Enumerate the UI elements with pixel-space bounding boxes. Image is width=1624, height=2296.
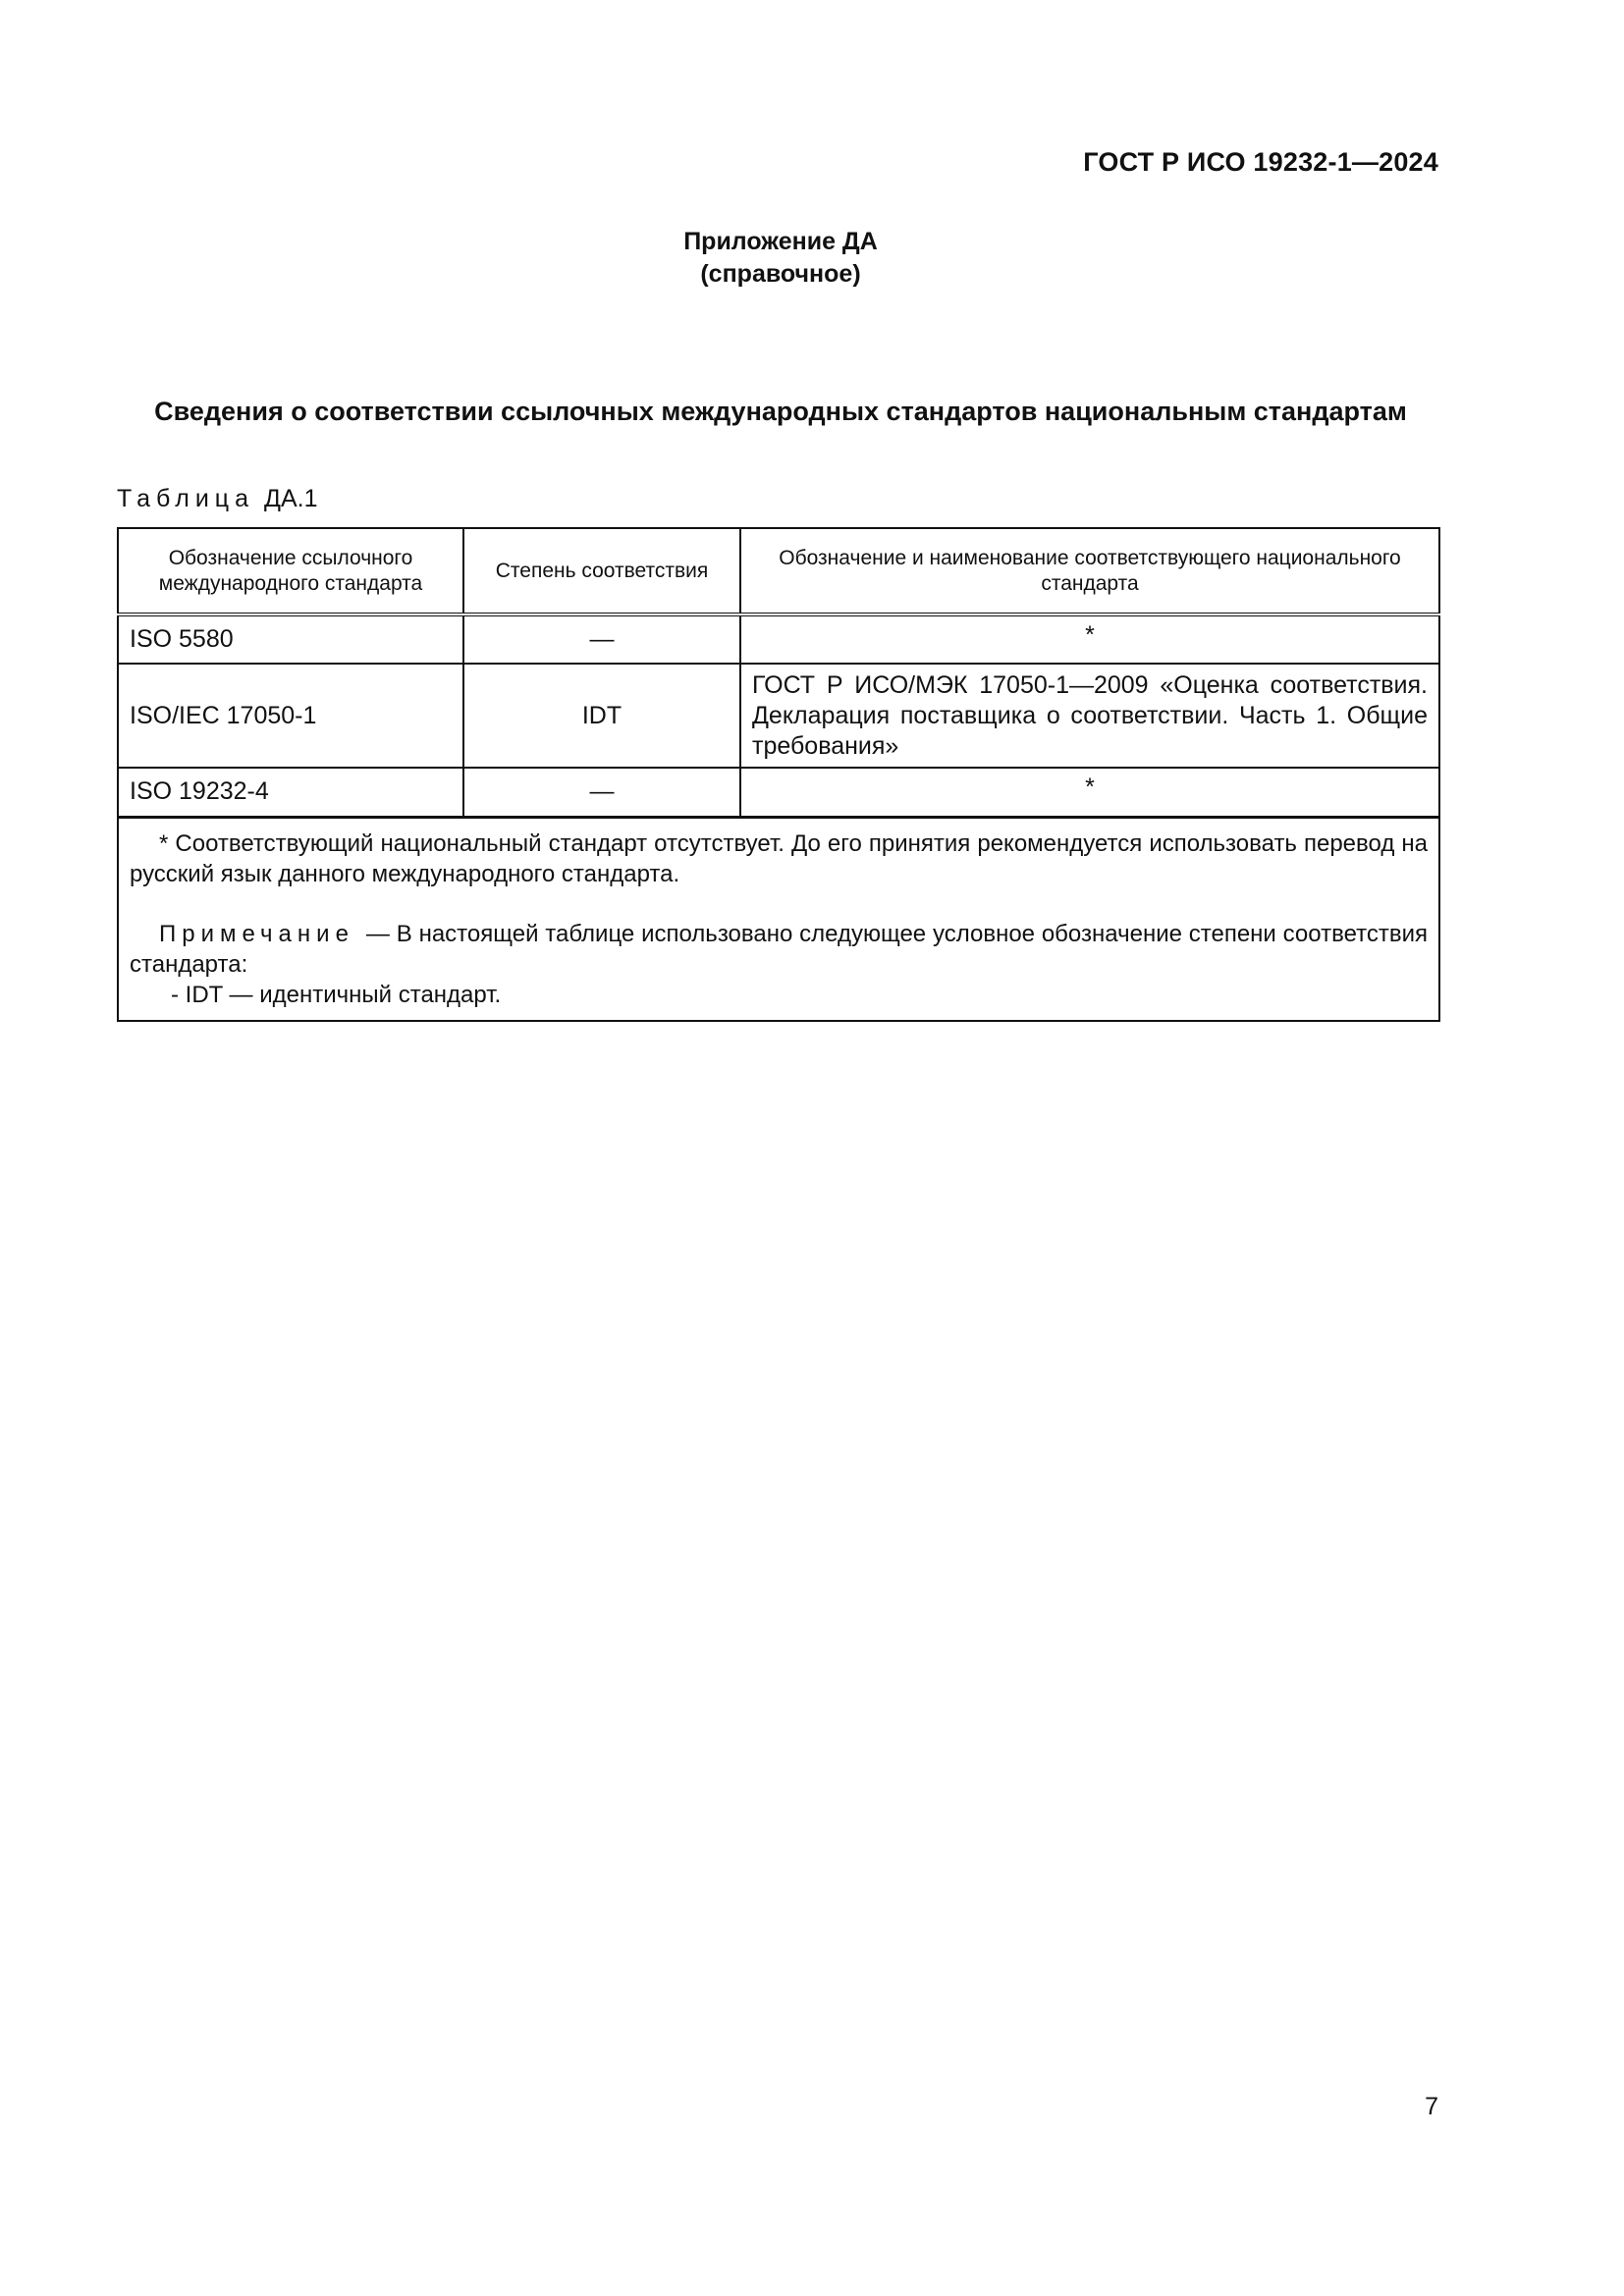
table-caption [117,485,318,513]
cell-national-standard: ГОСТ Р ИСО/МЭК 17050-1—2009 «Оценка соответствия. Декларация поставщика о соответствии. Часть 1. Общие требования» [740,664,1439,768]
column-header-degree: Степень соответствия [463,528,740,614]
table-row [118,664,1439,768]
column-header-intl-standard: Обозначение ссылочного международного стандарта [118,528,463,614]
cell-intl-standard: ISO 19232-4 [118,768,463,817]
cell-intl-standard: ISO/IEC 17050-1 [118,664,463,768]
cell-national-standard: * [740,768,1439,817]
table-header-row [118,528,1439,614]
cell-degree: IDT [463,664,740,768]
appendix-subtitle: (справочное) [700,260,861,288]
cell-degree: — [463,614,740,664]
table-caption-word: Таблица [117,485,255,512]
document-code: ГОСТ Р ИСО 19232-1—2024 [1083,147,1438,177]
note-item: - IDT — идентичный стандарт. [171,981,502,1008]
correspondence-table [117,527,1440,1022]
column-header-national-standard: Обозначение и наименование соответствующего национального стандарта [740,528,1439,614]
table-footnote [118,817,1439,1021]
note-text: — В настоящей таблице использовано следующее условное обозначение степени соответствия стандарта: [130,920,1428,978]
note-paragraph [130,919,1428,980]
page-number: 7 [1425,2093,1438,2120]
note-label: Примечание [159,920,354,947]
table-row [118,768,1439,817]
table-caption-number: ДА.1 [264,485,318,512]
cell-national-standard: * [740,614,1439,664]
appendix-title: Приложение ДА [683,228,878,255]
section-title: Сведения о соответствии ссылочных международных стандартов национальным стандартам [154,397,1407,426]
table-row [118,614,1439,664]
appendix-heading [0,226,1561,291]
cell-degree: — [463,768,740,817]
table-footnote-row [118,817,1439,1021]
footnote-text: * Соответствующий национальный стандарт отсутствует. До его принятия рекомендуется использовать перевод на русский язык данного международного стандарта. [130,829,1428,887]
cell-intl-standard: ISO 5580 [118,614,463,664]
